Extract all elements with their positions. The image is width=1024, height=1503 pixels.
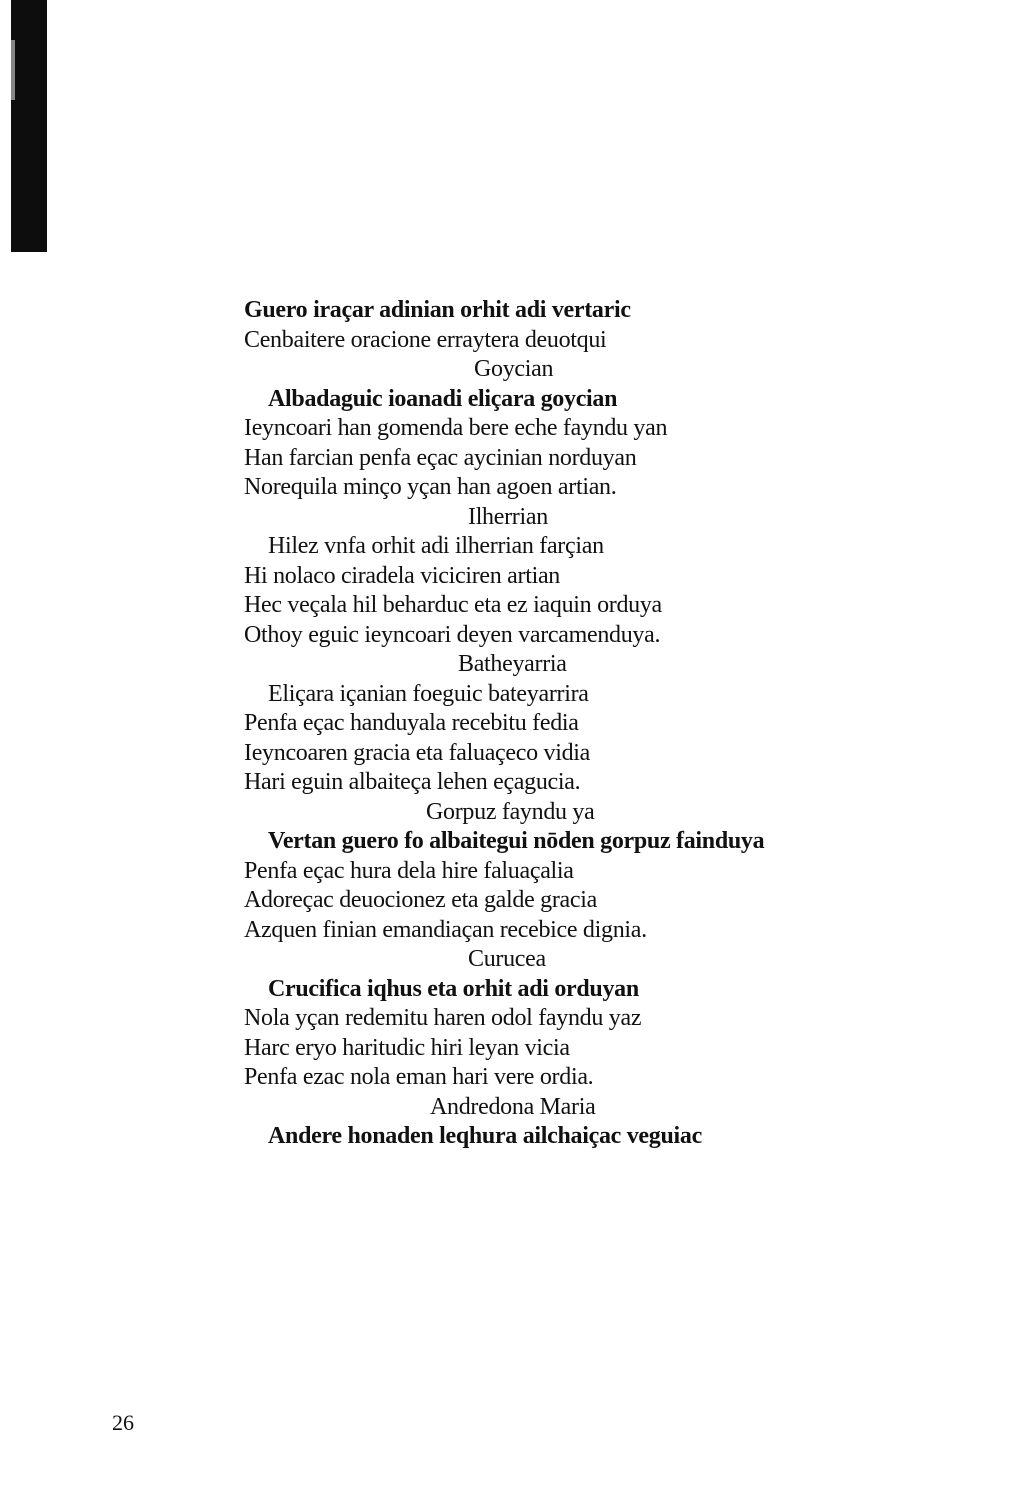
verse-line: Penfa eçac hura dela hire faluaçalia [244, 857, 574, 884]
verse-line: Hi nolaco ciradela viciciren artian [244, 562, 560, 589]
poem-text-block [244, 296, 864, 1152]
verse-line: Nola yçan redemitu haren odol fayndu yaz [244, 1005, 642, 1031]
verse-line: Han farcian penfa eçac aycinian norduyan [244, 444, 637, 471]
section-heading: Andredona Maria [430, 1093, 596, 1120]
verse-line: Hilez vnfa orhit adi ilherrian farçian [268, 533, 604, 559]
verse-line: Adoreçac deuocionez eta galde gracia [244, 887, 597, 913]
verse-line: Cenbaitere oracione erraytera deuotqui [244, 326, 607, 353]
verse-line: Eliçara içanian foeguic bateyarrira [268, 680, 589, 707]
section-heading: Gorpuz fayndu ya [426, 798, 595, 825]
verse-line: Ieyncoaren gracia eta faluaçeco vidia [244, 739, 590, 766]
verse-line: Albadaguic ioanadi eliçara goycian [268, 385, 618, 412]
verse-line: Andere honaden leqhura ailchaiçac veguiac [268, 1123, 702, 1149]
section-heading: Batheyarria [458, 651, 567, 677]
verse-line: Hec veçala hil beharduc eta ez iaquin orduya [244, 592, 662, 618]
verse-line: Penfa eçac handuyala recebitu fedia [244, 710, 579, 736]
verse-line: Crucifica iqhus eta orhit adi orduyan [268, 975, 639, 1002]
section-heading: Curucea [468, 946, 546, 972]
verse-line: Ieyncoari han gomenda bere eche fayndu yan [244, 415, 668, 441]
section-heading: Goycian [474, 356, 554, 382]
verse-line: Penfa ezac nola eman hari vere ordia. [244, 1064, 594, 1090]
scan-edge-bar [11, 0, 47, 252]
verse-line: Guero iraçar adinian orhit adi vertaric [244, 297, 631, 323]
verse-line: Othoy eguic ieyncoari deyen varcamenduya. [244, 621, 661, 648]
verse-line: Norequila minço yçan han agoen artian. [244, 474, 617, 500]
verse-line: Vertan guero fo albaitegui nōden gorpuz fainduya [268, 828, 765, 854]
verse-line: Azquen finian emandiaçan recebice dignia. [244, 916, 647, 943]
page-number: 26 [112, 1410, 134, 1435]
section-heading: Ilherrian [468, 503, 548, 530]
verse-line: Harc eryo haritudic hiri leyan vicia [244, 1034, 570, 1061]
verse-line: Hari eguin albaiteça lehen eçagucia. [244, 769, 581, 795]
